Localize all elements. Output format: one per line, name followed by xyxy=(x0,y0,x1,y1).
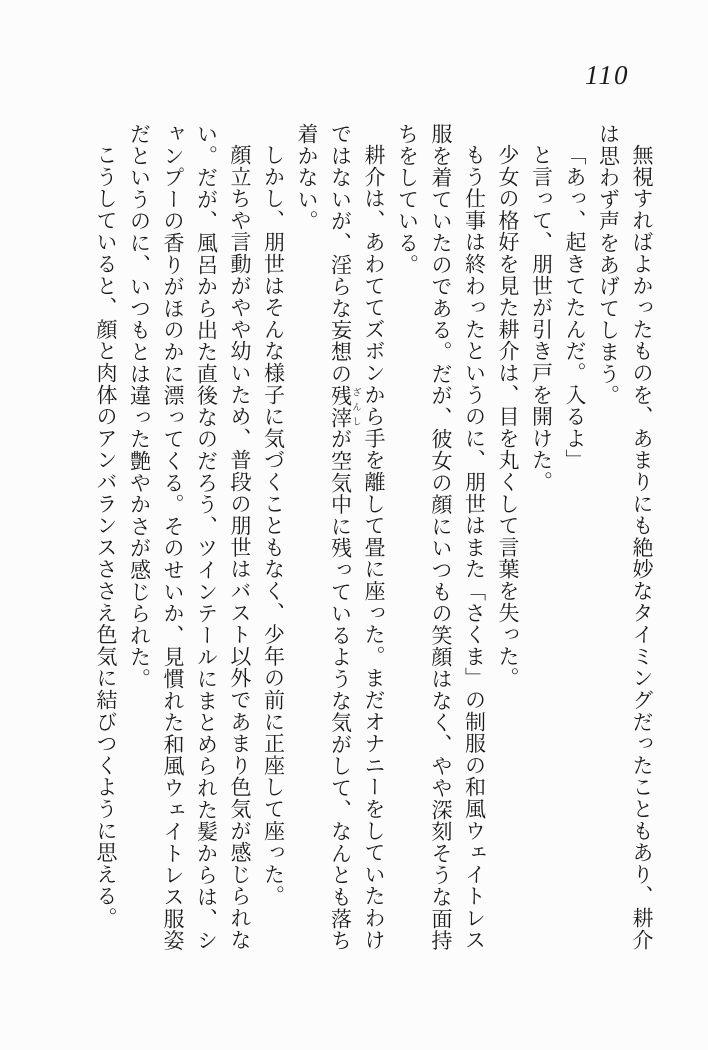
paragraph-text: が空気中に残っているような気がして、なんとも落ち着かない。 xyxy=(295,123,353,952)
ruby-base: 残滓 xyxy=(328,384,353,429)
furigana-text: ざんし xyxy=(351,384,362,429)
paragraph: もう仕事は終わったというのに、朋世はまた「さくま」の制服の和風ウェイトレス服を着ていたのである。だが、彼女の顔にいつもの笑顔はなく、やや深刻そうな面持ちをしている。 xyxy=(395,123,487,952)
page-number: 110 xyxy=(585,60,630,90)
paragraph: 少女の格好を見た耕介は、目を丸くして言葉を失った。 xyxy=(496,144,520,689)
paragraph: と言って、朋世が引き戸を開けた。 xyxy=(529,144,554,493)
paragraph: 顔立ちや言動がやや幼いため、普段の朋世はバスト以外であまり色気が感じられない。だが、風呂から出た直後なのだろう、ツインテールにまとめられた髪からは、シャンプーの香りがほのかに漂ってくる。そのせいか、見慣れた和風ウェイトレス服姿だというのに、いつもとは違った艶やかさが感じられた。 xyxy=(127,123,252,952)
paragraph xyxy=(290,123,391,960)
furigana-ruby xyxy=(328,384,362,429)
paragraph-dialogue: 「あっ、起きてたんだ。入るよ」 xyxy=(563,144,587,471)
paragraph: こうしていると、顔と肉体のアンバランスささえ色気に結びつくように思える。 xyxy=(94,144,118,929)
page-text xyxy=(89,123,659,960)
paragraph-text: 耕介は、あわててズボンから手を離して畳に座った。まだオナニーをしていたわけではないが、淫らな妄想の xyxy=(328,123,386,951)
paragraph: しかし、朋世はそんな様子に気づくこともなく、少年の前に正座して座った。 xyxy=(261,144,286,907)
paragraph: 無視すればよかったものを、あまりにも絶妙なタイミングだったこともあり、耕介は思わず声をあげてしまう。 xyxy=(596,123,654,951)
